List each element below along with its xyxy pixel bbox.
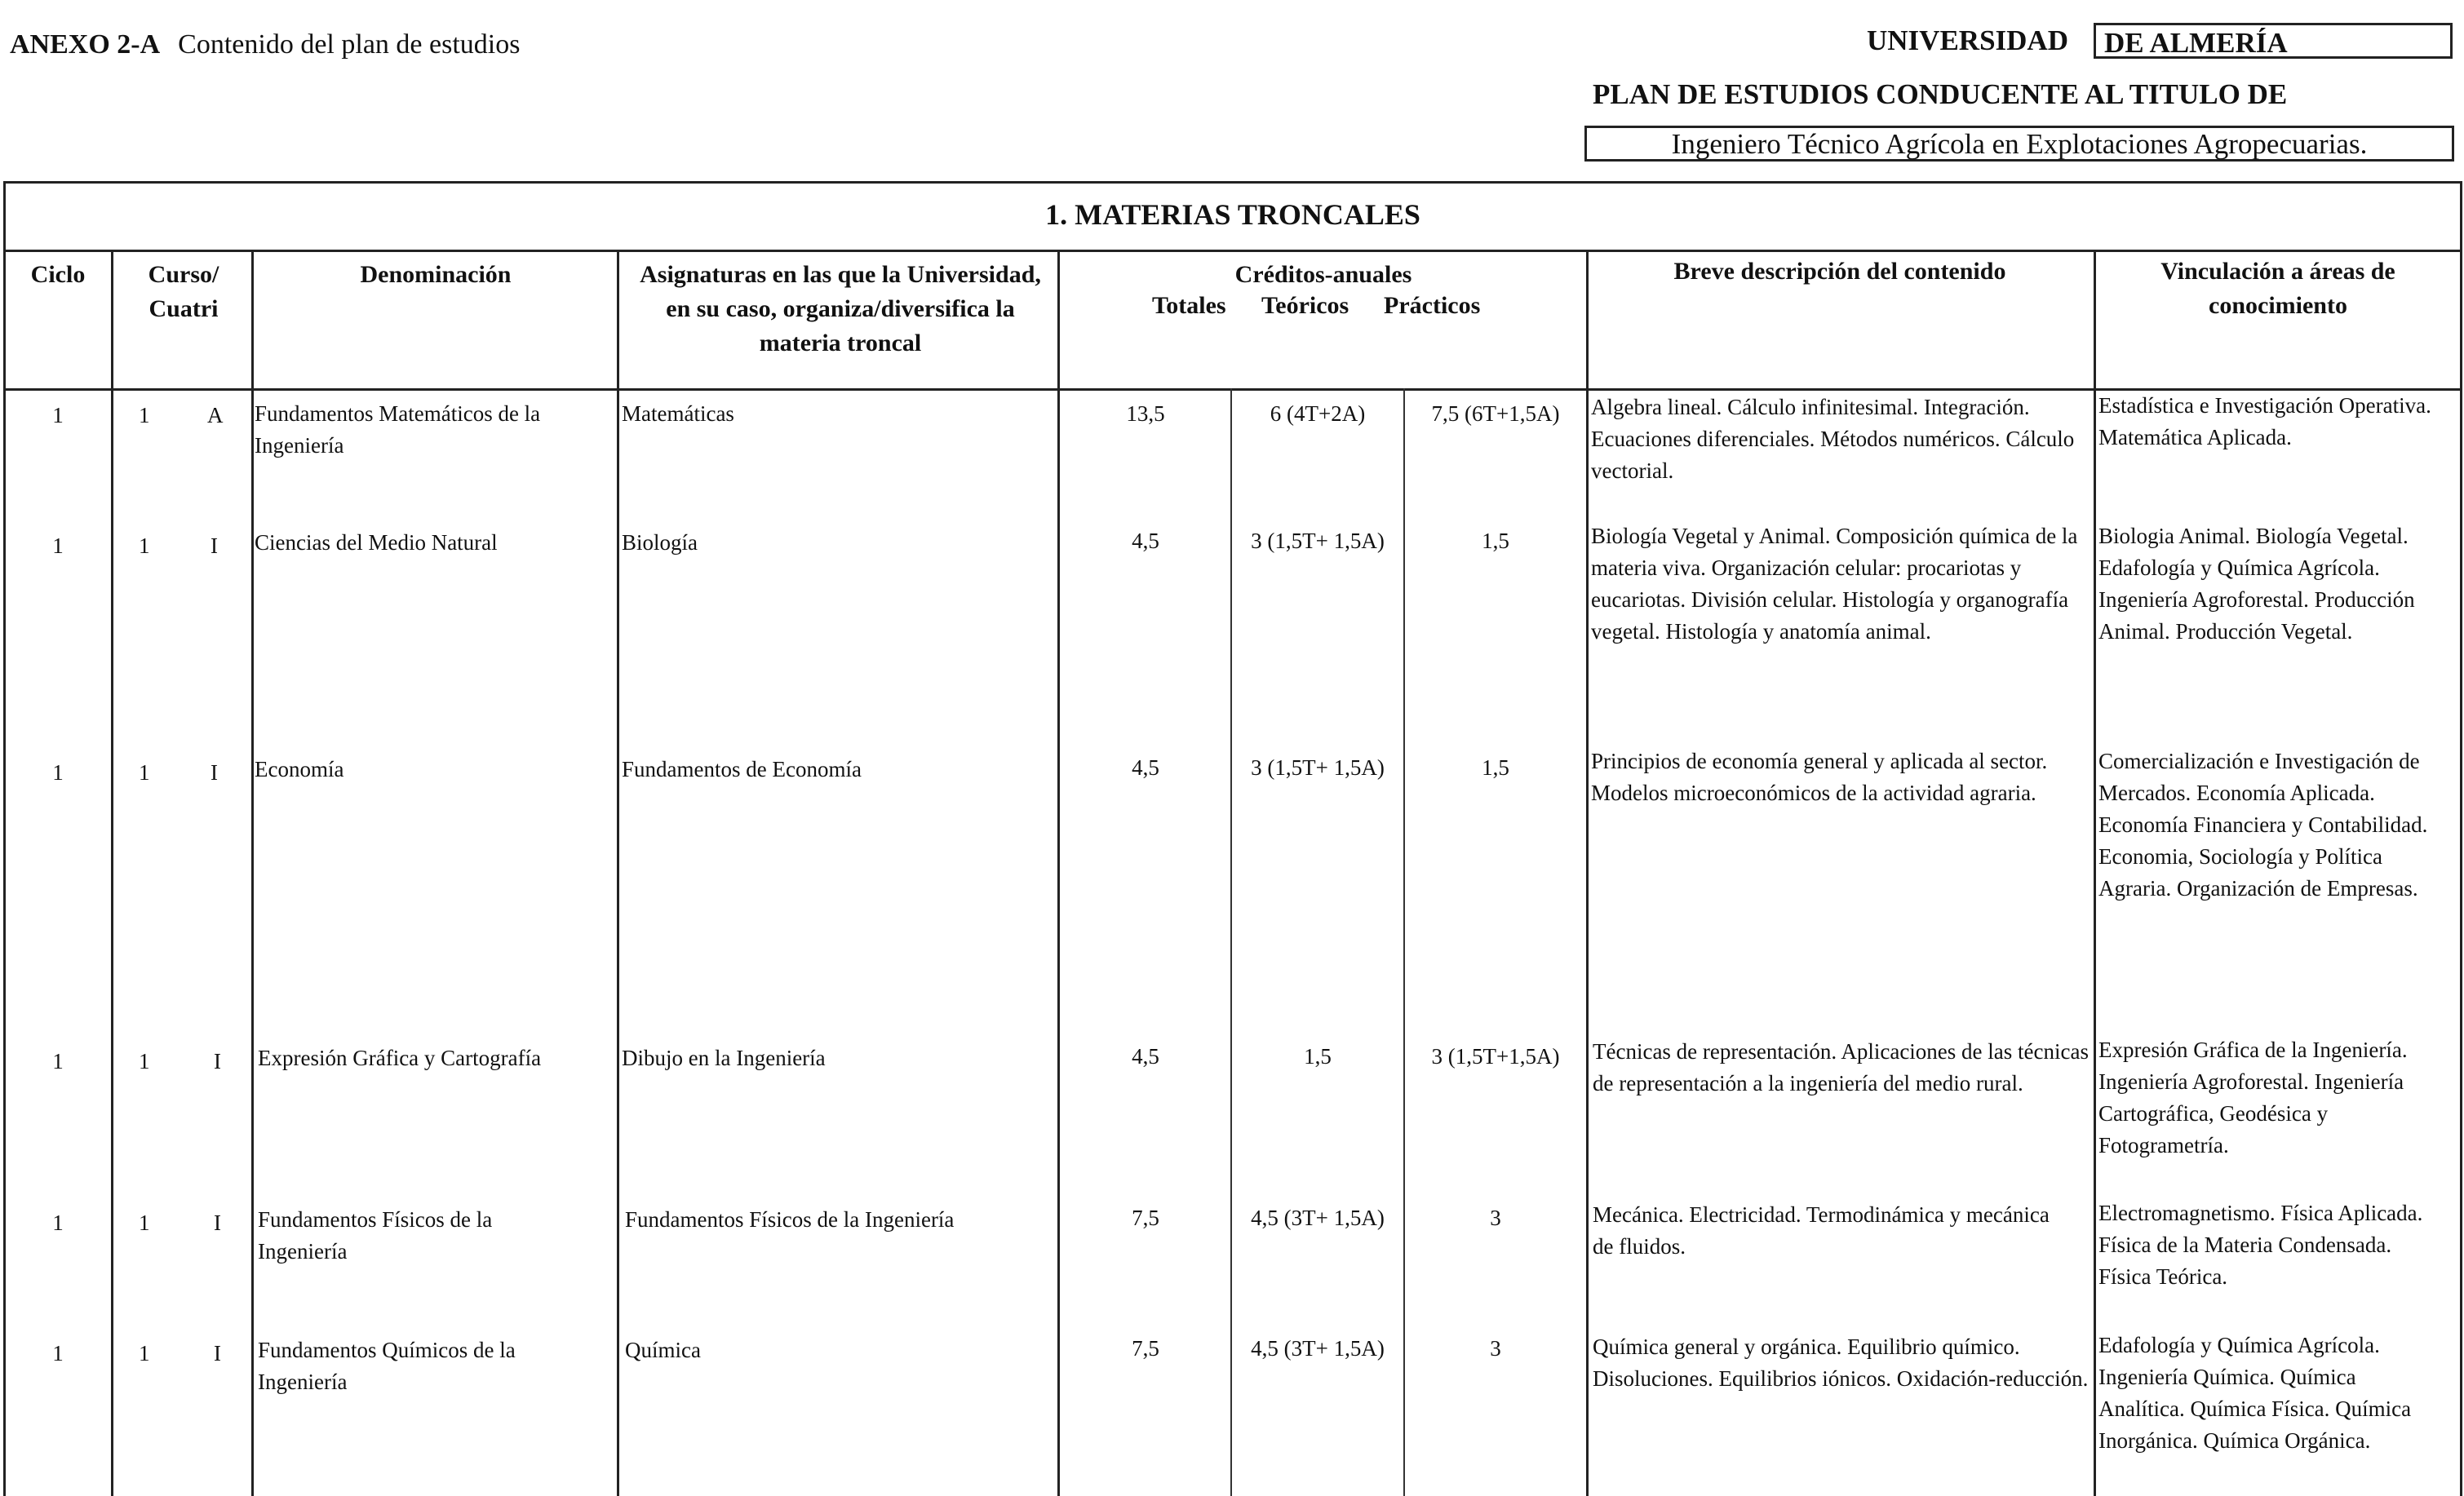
col-header-teoricos: Teóricos xyxy=(1261,292,1349,319)
annex-heading xyxy=(10,29,520,60)
row-practicos: 3 (1,5T+1,5A) xyxy=(1431,1044,1560,1069)
row-descripcion: Química general y orgánica. Equilibrio químico. Disoluciones. Equilibrios iónicos. Oxidación-reducción. xyxy=(1593,1334,2089,1391)
row-curso: 1 xyxy=(139,1211,150,1235)
row-teoricos: 3 (1,5T+ 1,5A) xyxy=(1251,529,1385,553)
col-line xyxy=(617,250,619,1496)
row-asignatura: Biología xyxy=(622,530,698,555)
row-denominacion: Fundamentos Matemáticos de la Ingeniería xyxy=(255,401,541,458)
row-cuatri: A xyxy=(207,403,224,427)
row-teoricos: 3 (1,5T+ 1,5A) xyxy=(1251,755,1385,780)
col-line xyxy=(1057,250,1060,1496)
row-vinculacion: Biologia Animal. Biología Vegetal. Edafología y Química Agrícola. Ingeniería Agroforestal. Producción Animal. Producción Vegetal. xyxy=(2098,524,2415,644)
row-denominacion: Expresión Gráfica y Cartografía xyxy=(258,1046,542,1070)
plan-title: PLAN DE ESTUDIOS CONDUCENTE AL TITULO DE xyxy=(1593,78,2288,110)
row-teoricos: 4,5 (3T+ 1,5A) xyxy=(1251,1336,1385,1361)
col-header-denominacion: Denominación xyxy=(360,261,512,288)
col-header-totales: Totales xyxy=(1152,292,1226,319)
row-ciclo: 1 xyxy=(52,760,64,785)
row-vinculacion: Estadística e Investigación Operativa. Matemática Aplicada. xyxy=(2098,393,2431,449)
col-header-creditos: Créditos-anuales xyxy=(1234,261,1412,288)
row-teoricos: 6 (4T+2A) xyxy=(1270,401,1366,426)
row-teoricos: 1,5 xyxy=(1304,1044,1332,1069)
row-practicos: 1,5 xyxy=(1482,529,1509,553)
row-vinculacion: Electromagnetismo. Física Aplicada. Física de la Materia Condensada. Física Teórica. xyxy=(2098,1201,2423,1289)
row-totales: 4,5 xyxy=(1132,1044,1159,1069)
row-curso: 1 xyxy=(139,533,150,558)
row-denominacion: Fundamentos Físicos de la Ingeniería xyxy=(258,1207,493,1264)
row-practicos: 1,5 xyxy=(1482,755,1509,780)
row-totales: 4,5 xyxy=(1132,755,1159,780)
row-ciclo: 1 xyxy=(52,1341,64,1365)
row-ciclo: 1 xyxy=(52,1049,64,1073)
row-cuatri: I xyxy=(211,760,218,785)
row-asignatura: Fundamentos de Economía xyxy=(622,757,862,781)
row-vinculacion: Edafología y Química Agrícola. Ingeniería Química. Química Analítica. Química Física. Química Inorgánica. Química Orgánica. xyxy=(2098,1333,2412,1453)
col-header-asignaturas: Asignaturas en las que la Universidad, en su caso, organiza/diversifica la materia troncal xyxy=(640,261,1041,356)
row-denominacion: Ciencias del Medio Natural xyxy=(255,530,498,555)
row-totales: 7,5 xyxy=(1132,1206,1159,1230)
row-totales: 7,5 xyxy=(1132,1336,1159,1361)
row-practicos: 3 xyxy=(1490,1336,1501,1361)
university-label: UNIVERSIDAD xyxy=(1867,24,2068,56)
row-curso: 1 xyxy=(139,1341,150,1365)
col-line xyxy=(1586,250,1589,1496)
degree-field: Ingeniero Técnico Agrícola en Explotaciones Agropecuarias. xyxy=(1584,126,2454,162)
row-descripcion: Mecánica. Electricidad. Termodinámica y mecánica de fluidos. xyxy=(1593,1202,2050,1259)
col-line xyxy=(2094,250,2096,1496)
row-practicos: 3 xyxy=(1490,1206,1501,1230)
university-name-field: DE ALMERÍA xyxy=(2094,23,2453,59)
row-vinculacion: Expresión Gráfica de la Ingeniería. Ingeniería Agroforestal. Ingeniería Cartográfica, Geodésica y Fotogrametría. xyxy=(2098,1038,2408,1157)
row-descripcion: Algebra lineal. Cálculo infinitesimal. Integración. Ecuaciones diferenciales. Métodos numéricos. Cálculo vectorial. xyxy=(1591,395,2075,483)
row-descripcion: Biología Vegetal y Animal. Composición química de la materia viva. Organización celular: procariotas y eucariotas. División celular. Histología y organografía vegetal. Histología y anatomía animal. xyxy=(1591,524,2078,644)
row-asignatura: Dibujo en la Ingeniería xyxy=(622,1046,826,1070)
row-cuatri: I xyxy=(214,1049,221,1073)
col-header-practicos: Prácticos xyxy=(1384,292,1481,319)
row-ciclo: 1 xyxy=(52,533,64,558)
annex-code: ANEXO 2-A xyxy=(10,29,161,60)
row-curso: 1 xyxy=(139,1049,150,1073)
col-line xyxy=(251,250,254,1496)
section-title: 1. MATERIAS TRONCALES xyxy=(1045,198,1420,231)
row-teoricos: 4,5 (3T+ 1,5A) xyxy=(1251,1206,1385,1230)
row-totales: 4,5 xyxy=(1132,529,1159,553)
row-cuatri: I xyxy=(211,533,218,558)
row-descripcion: Técnicas de representación. Aplicaciones de las técnicas de representación a la ingeniería del medio rural. xyxy=(1593,1039,2089,1095)
row-denominacion: Fundamentos Químicos de la Ingeniería xyxy=(258,1338,516,1394)
row-cuatri: I xyxy=(214,1211,221,1235)
row-curso: 1 xyxy=(139,403,150,427)
row-asignatura: Matemáticas xyxy=(622,401,734,426)
row-vinculacion: Comercialización e Investigación de Mercados. Economía Aplicada. Economía Financiera y Contabilidad. Economia, Sociología y Política Agraria. Organización de Empresas. xyxy=(2098,749,2428,901)
row-cuatri: I xyxy=(214,1341,221,1365)
row-asignatura: Química xyxy=(625,1338,701,1362)
col-header-ciclo: Ciclo xyxy=(30,261,86,288)
col-header-curso: Curso/ Cuatri xyxy=(148,261,219,322)
row-descripcion: Principios de economía general y aplicada al sector. Modelos microeconómicos de la actividad agraria. xyxy=(1591,749,2048,805)
col-header-vinculacion: Vinculación a áreas de conocimiento xyxy=(2160,258,2395,319)
row-denominacion: Economía xyxy=(255,757,344,781)
row-totales: 13,5 xyxy=(1126,401,1165,426)
col-line xyxy=(111,250,113,1496)
row-curso: 1 xyxy=(139,760,150,785)
row-practicos: 7,5 (6T+1,5A) xyxy=(1431,401,1560,426)
row-ciclo: 1 xyxy=(52,1211,64,1235)
row-ciclo: 1 xyxy=(52,403,64,427)
col-header-descripcion: Breve descripción del contenido xyxy=(1673,258,2006,285)
row-asignatura: Fundamentos Físicos de la Ingeniería xyxy=(625,1207,955,1232)
annex-title: Contenido del plan de estudios xyxy=(178,29,521,60)
